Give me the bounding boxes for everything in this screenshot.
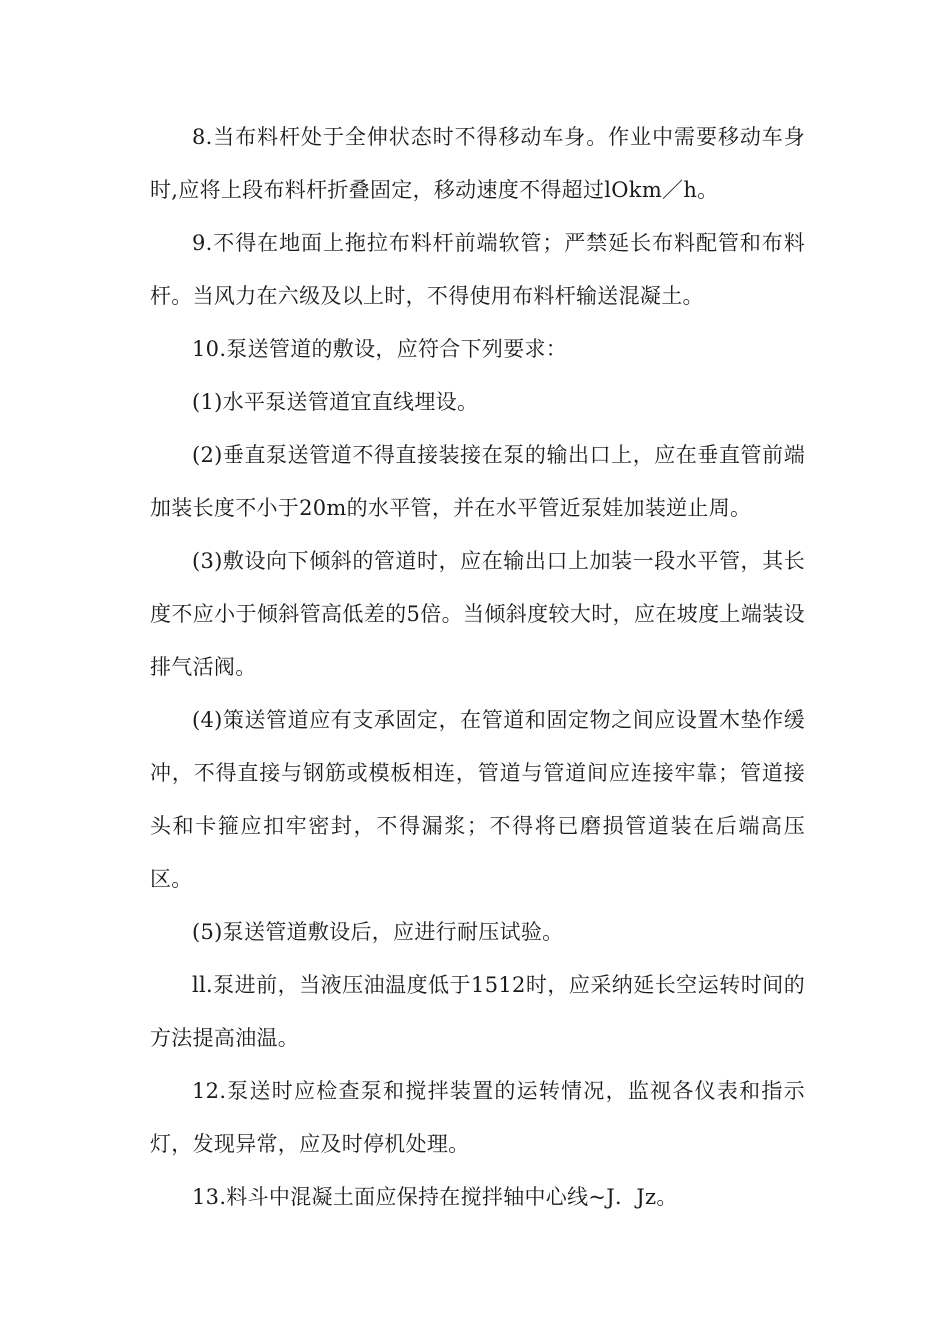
- paragraph-subitem-1: (1)水平泵送管道宜直线埋设。: [192, 390, 479, 414]
- document-body: [150, 111, 805, 1224]
- paragraph-subitem-5: (5)泵送管道敷设后，应进行耐压试验。: [192, 920, 564, 944]
- paragraph-subitem-2: (2)垂直泵送管道不得直接装接在泵的输出口上，应在垂直管前端加装长度不小于20m的水平管，并在水平管近泵娃加装逆止周。: [150, 443, 805, 520]
- paragraph-subitem-3: (3)敷设向下倾斜的管道时，应在输出口上加装一段水平管，其长度不应小于倾斜管高低差的5倍。当倾斜度较大时，应在坡度上端装设排气活阀。: [150, 549, 805, 679]
- paragraph-item-10: 10.泵送管道的敷设，应符合下列要求：: [192, 337, 568, 361]
- paragraph-item-8: 8.当布料杆处于全伸状态时不得移动车身。作业中需要移动车身时,应将上段布料杆折叠固定，移动速度不得超过lOkm／h。: [150, 125, 805, 202]
- paragraph-item-13: 13.料斗中混凝土面应保持在搅拌轴中心线~J．Jz。: [192, 1185, 678, 1209]
- paragraph-subitem-4: (4)策送管道应有支承固定，在管道和固定物之间应设置木垫作缓冲，不得直接与钢筋或模板相连，管道与管道间应连接牢靠；管道接头和卡箍应扣牢密封，不得漏浆；不得将已磨损管道装在后端高压区。: [150, 708, 805, 891]
- paragraph-item-12: 12.泵送时应检查泵和搅拌装置的运转情况，监视各仪表和指示灯，发现异常，应及时停机处理。: [150, 1079, 805, 1156]
- paragraph-item-11: ll.泵进前，当液压油温度低于1512时，应采纳延长空运转时间的方法提高油温。: [150, 973, 805, 1050]
- paragraph-item-9: 9.不得在地面上拖拉布料杆前端软管；严禁延长布料配管和布料杆。当风力在六级及以上时，不得使用布料杆输送混凝土。: [150, 231, 805, 308]
